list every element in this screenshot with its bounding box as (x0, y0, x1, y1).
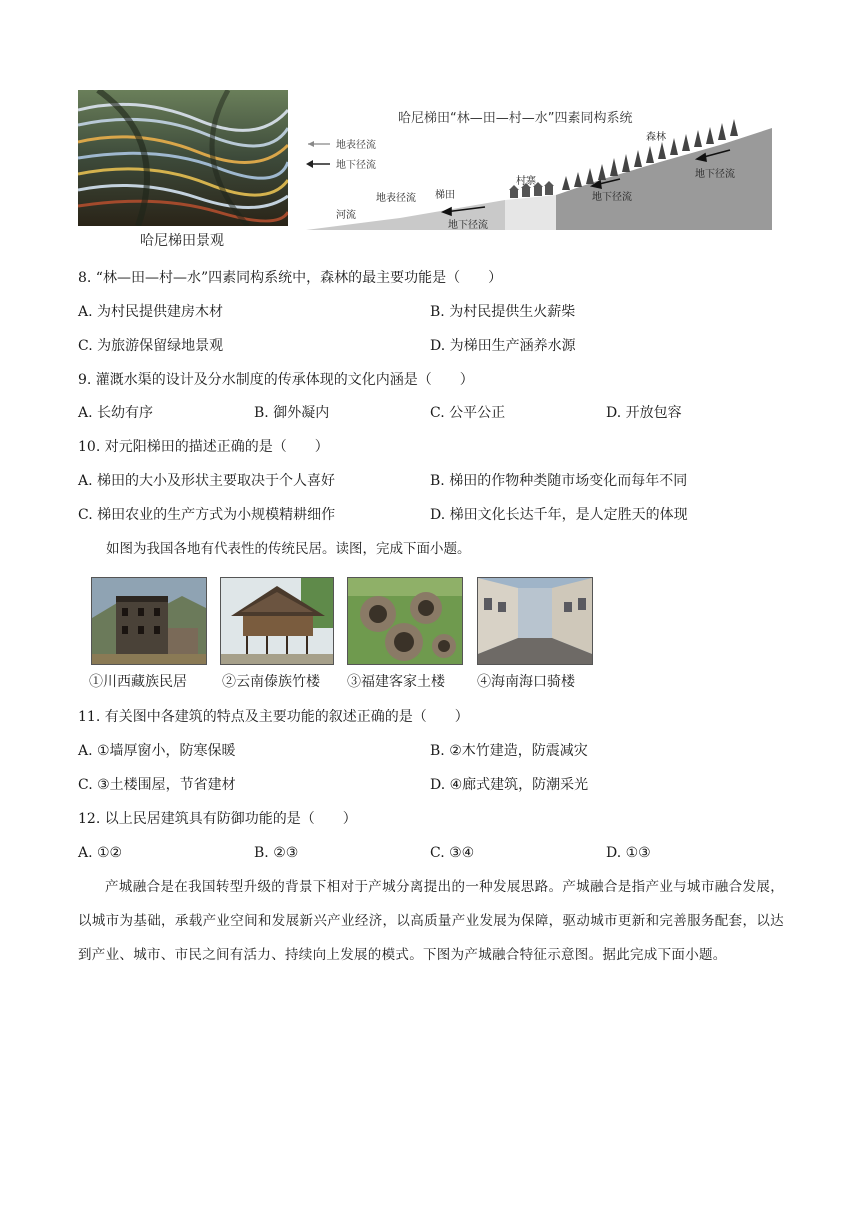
house-caption-1: ①川西藏族民居 (89, 674, 187, 690)
q10-option-b[interactable]: B. 梯田的作物种类随市场变化而每年不同 (430, 473, 688, 489)
house-photo-dai (220, 577, 334, 665)
q12-option-c[interactable]: C. ③④ (430, 845, 475, 861)
q12-option-d[interactable]: D. ①③ (606, 845, 651, 861)
house-caption-2: ②云南傣族竹楼 (222, 674, 320, 690)
label-underground-3: 地下径流 (695, 169, 735, 180)
legend-surface-runoff (308, 138, 376, 151)
legend-underground-runoff (306, 158, 376, 171)
q11-option-b[interactable]: B. ②木竹建造，防震减灾 (430, 743, 588, 759)
q9-option-a[interactable]: A. 长幼有序 (78, 405, 154, 421)
label-underground-2: 地下径流 (592, 192, 632, 203)
q8-option-d[interactable]: D. 为梯田生产涵养水源 (430, 338, 576, 354)
house-caption-4: ④海南海口骑楼 (477, 674, 575, 690)
svg-text:地下径流: 地下径流 (336, 160, 376, 171)
intro-houses: 如图为我国各地有代表性的传统民居。读图，完成下面小题。 (106, 541, 471, 557)
terrain-village (505, 195, 556, 230)
label-river: 河流 (336, 210, 356, 221)
house-photo-arcade (477, 577, 593, 665)
passage-text: 产城融合是在我国转型升级的背景下相对于产城分离提出的一种发展思路。产城融合是指产业与城市融合发展，以城市为基础，承载产业空间和发展新兴产业经济，以高质量产业发展为保障，驱动城市更新和完善服务配套，以达到产业、城市、市民之间有活力、持续向上发展的模式。下图为产城融合特征示意图。据此完成下面小题。 (78, 879, 784, 963)
q11-option-d[interactable]: D. ④廊式建筑，防潮采光 (430, 777, 589, 793)
four-element-system-diagram (300, 100, 780, 235)
q12-option-a[interactable]: A. ①② (78, 845, 123, 861)
label-terrace: 梯田 (435, 190, 455, 201)
q10-option-d[interactable]: D. 梯田文化长达千年，是人定胜天的体现 (430, 507, 688, 523)
q9-option-b[interactable]: B. 御外凝内 (254, 405, 330, 421)
q12-stem: 12. 以上民居建筑具有防御功能的是（ ） (78, 811, 357, 827)
house-photo-hakka (347, 577, 463, 665)
terrace-landscape-photo (78, 90, 288, 226)
passage-industry-city (78, 870, 784, 972)
q9-option-d[interactable]: D. 开放包容 (606, 405, 682, 421)
q8-option-b[interactable]: B. 为村民提供生火薪柴 (430, 304, 576, 320)
q10-stem: 10. 对元阳梯田的描述正确的是（ ） (78, 439, 329, 455)
label-village: 村寨 (516, 176, 536, 187)
q9-option-c[interactable]: C. 公平公正 (430, 405, 506, 421)
svg-text:地表径流: 地表径流 (336, 140, 376, 151)
q11-option-c[interactable]: C. ③土楼围屋，节省建材 (78, 777, 236, 793)
house-photo-tibetan (91, 577, 207, 665)
q8-option-c[interactable]: C. 为旅游保留绿地景观 (78, 338, 224, 354)
terrace-photo-caption: 哈尼梯田景观 (140, 233, 224, 249)
q8-option-a[interactable]: A. 为村民提供建房木材 (78, 304, 224, 320)
label-surface-runoff: 地表径流 (376, 193, 416, 204)
q10-option-c[interactable]: C. 梯田农业的生产方式为小规模精耕细作 (78, 507, 336, 523)
q8-stem: 8. “林—田—村—水”四素同构系统中，森林的最主要功能是（ ） (78, 270, 503, 286)
q9-stem: 9. 灌溉水渠的设计及分水制度的传承体现的文化内涵是（ ） (78, 372, 474, 388)
diagram-title: 哈尼梯田“林—田—村—水”四素同构系统 (398, 111, 633, 126)
q10-option-a[interactable]: A. 梯田的大小及形状主要取决于个人喜好 (78, 473, 336, 489)
label-forest: 森林 (646, 132, 666, 143)
label-underground-1: 地下径流 (448, 220, 488, 231)
q11-stem: 11. 有关图中各建筑的特点及主要功能的叙述正确的是（ ） (78, 709, 469, 725)
q11-option-a[interactable]: A. ①墙厚窗小，防寒保暖 (78, 743, 236, 759)
q12-option-b[interactable]: B. ②③ (254, 845, 299, 861)
house-caption-3: ③福建客家土楼 (347, 674, 445, 690)
